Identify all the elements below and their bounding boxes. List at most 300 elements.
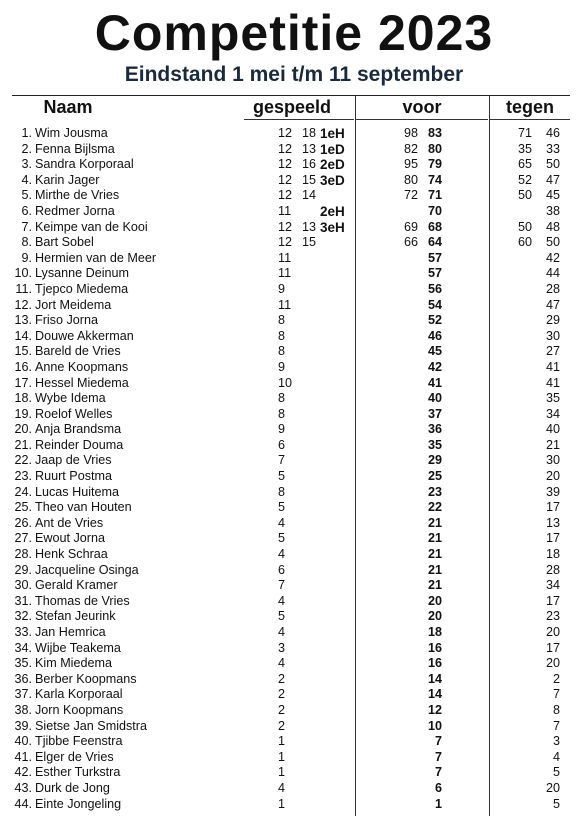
- table-row: [0, 298, 588, 314]
- table-row: [0, 235, 588, 251]
- games-played: 12: [278, 126, 293, 140]
- rank: 34.: [14, 640, 32, 655]
- points-against: 41: [545, 359, 560, 374]
- rank: 8.: [21, 235, 32, 250]
- player-name: Lucas Huitema: [35, 484, 119, 499]
- points-for: 12: [427, 702, 442, 717]
- games-played: 8: [278, 328, 286, 343]
- points-for: 64: [427, 235, 442, 250]
- rank: 32.: [14, 609, 32, 624]
- points-for: 20: [427, 609, 442, 624]
- table-row: [0, 453, 588, 469]
- rank: 14.: [14, 328, 32, 343]
- games-played: 11: [278, 250, 292, 265]
- games-played: 4: [278, 625, 286, 639]
- player-name: Einte Jongeling: [35, 796, 122, 811]
- rank: 39.: [14, 718, 32, 733]
- points-against: 39: [545, 484, 560, 499]
- points-for-total: 82: [404, 141, 419, 156]
- rank: 25.: [14, 500, 32, 515]
- games-played: 4: [278, 593, 286, 608]
- rank: 6.: [21, 203, 32, 218]
- table-row: [0, 329, 588, 345]
- header-underline-voor: [356, 119, 488, 120]
- games-played: 9: [278, 359, 286, 374]
- player-name: Jacqueline Osinga: [35, 562, 139, 577]
- placement-label: 2eD: [320, 157, 345, 173]
- table-row: [0, 609, 588, 625]
- player-name: Friso Jorna: [35, 313, 98, 328]
- games-played: 12: [278, 235, 293, 250]
- player-name: Esther Turkstra: [35, 765, 121, 780]
- points-against: 4: [552, 749, 560, 764]
- points-for: 79: [427, 157, 442, 172]
- points-for: 21: [427, 562, 442, 577]
- games-played: 1: [278, 734, 286, 749]
- games-played: 8: [278, 484, 286, 499]
- table-row: [0, 344, 588, 360]
- table-row: [0, 594, 588, 610]
- player-name: Jan Hemrica: [35, 625, 106, 639]
- points-against: 17: [545, 531, 560, 546]
- games-played-extra: 13: [302, 219, 317, 234]
- points-for: 21: [427, 578, 442, 593]
- table-row: [0, 750, 588, 766]
- rank: 30.: [14, 578, 32, 593]
- games-played: 12: [278, 157, 293, 172]
- games-played: 4: [278, 656, 286, 671]
- player-name: Roelof Welles: [35, 406, 113, 421]
- games-played: 11: [278, 266, 292, 281]
- player-name: Karla Korporaal: [35, 687, 123, 702]
- games-played: 2: [278, 718, 286, 733]
- points-against: 40: [545, 422, 560, 437]
- table-row: [0, 578, 588, 594]
- rank: 36.: [14, 671, 32, 686]
- points-against: 30: [545, 328, 560, 343]
- rank: 13.: [14, 313, 32, 328]
- player-name: Mirthe de Vries: [35, 188, 120, 203]
- header-underline-tegen: [490, 119, 570, 120]
- games-played: 2: [278, 671, 286, 686]
- player-name: Kim Miedema: [35, 656, 112, 671]
- points-against: 50: [545, 157, 560, 172]
- games-played-extra: 13: [302, 141, 317, 156]
- header-underline-gespeeld: [244, 119, 354, 120]
- player-name: Wybe Idema: [35, 391, 106, 406]
- games-played: 11: [278, 203, 292, 218]
- player-name: Lysanne Deinum: [35, 266, 130, 281]
- table-row: [0, 734, 588, 750]
- points-for: 56: [427, 281, 442, 296]
- player-name: Ruurt Postma: [35, 469, 112, 484]
- games-played: 5: [278, 609, 286, 624]
- rank: 9.: [21, 250, 32, 265]
- points-for-total: 66: [404, 235, 419, 250]
- player-name: Elger de Vries: [35, 749, 114, 764]
- points-for: 80: [427, 141, 442, 156]
- points-for: 21: [427, 515, 442, 530]
- games-played: 5: [278, 500, 286, 515]
- standings-table: [0, 126, 588, 812]
- points-against: 47: [545, 172, 560, 187]
- games-played: 4: [278, 780, 286, 795]
- games-played: 12: [278, 188, 293, 203]
- table-row: [0, 687, 588, 703]
- rank: 2.: [21, 141, 32, 156]
- rank: 35.: [14, 656, 32, 671]
- points-against: 2: [552, 671, 560, 686]
- games-played: 10: [278, 375, 293, 390]
- player-name: Ewout Jorna: [35, 531, 106, 546]
- rank: 40.: [14, 734, 32, 749]
- games-played-extra: 15: [302, 172, 317, 187]
- games-played: 8: [278, 344, 286, 359]
- table-row: [0, 282, 588, 298]
- rank: 29.: [14, 562, 32, 577]
- player-name: Anne Koopmans: [35, 359, 129, 374]
- points-against: 20: [545, 656, 560, 671]
- rank: 37.: [14, 687, 32, 702]
- player-name: Bart Sobel: [35, 235, 94, 250]
- rank: 12.: [14, 297, 32, 312]
- header-gespeeld: gespeeld: [252, 97, 332, 117]
- points-against-total: 35: [518, 141, 533, 156]
- table-row: [0, 531, 588, 547]
- points-against: 17: [545, 640, 560, 655]
- points-against-total: 65: [518, 157, 533, 172]
- points-for: 35: [427, 437, 442, 452]
- points-against: 38: [545, 203, 560, 218]
- player-name: Wim Jousma: [35, 126, 108, 140]
- points-for: 52: [427, 313, 442, 328]
- points-against: 20: [545, 780, 560, 795]
- points-against: 41: [545, 375, 560, 390]
- player-name: Fenna Bijlsma: [35, 141, 115, 156]
- points-against: 17: [545, 593, 560, 608]
- rank: 15.: [14, 344, 32, 359]
- games-played-extra: 16: [302, 157, 317, 172]
- points-against: 30: [545, 453, 560, 468]
- points-against: 28: [545, 281, 560, 296]
- points-for: 54: [427, 297, 442, 312]
- games-played: 2: [278, 687, 286, 702]
- games-played: 4: [278, 547, 286, 562]
- player-name: Tjepco Miedema: [35, 281, 129, 296]
- table-row: [0, 220, 588, 236]
- player-name: Jorn Koopmans: [35, 702, 124, 717]
- games-played: 8: [278, 406, 286, 421]
- points-for: 29: [427, 453, 442, 468]
- points-for: 71: [427, 188, 442, 203]
- table-row: [0, 266, 588, 282]
- points-against: 33: [545, 141, 560, 156]
- rank: 43.: [14, 780, 32, 795]
- points-against: 21: [545, 437, 560, 452]
- placement-label: 1eD: [320, 141, 345, 157]
- games-played: 12: [278, 141, 293, 156]
- points-against: 8: [552, 702, 560, 717]
- rank: 23.: [14, 469, 32, 484]
- points-for: 21: [427, 531, 442, 546]
- table-row: [0, 516, 588, 532]
- table-row: [0, 157, 588, 173]
- points-against: 44: [545, 266, 560, 281]
- placement-label: 3eH: [320, 219, 345, 235]
- games-played: 1: [278, 796, 286, 811]
- points-for: 57: [427, 266, 442, 281]
- table-row: [0, 625, 588, 641]
- placement-label: 1eH: [320, 126, 345, 141]
- points-for-total: 98: [404, 126, 419, 140]
- page-title: Competitie 2023: [94, 5, 494, 61]
- rank: 3.: [21, 157, 32, 172]
- table-row: [0, 563, 588, 579]
- points-against: 23: [545, 609, 560, 624]
- placement-label: 3eD: [320, 172, 345, 188]
- points-against-total: 71: [518, 126, 533, 140]
- points-for: 7: [434, 749, 442, 764]
- player-name: Berber Koopmans: [35, 671, 137, 686]
- rank: 28.: [14, 547, 32, 562]
- player-name: Tjibbe Feenstra: [35, 734, 123, 749]
- player-name: Sietse Jan Smidstra: [35, 718, 147, 733]
- table-row: [0, 765, 588, 781]
- points-against: 13: [545, 515, 560, 530]
- table-row: [0, 719, 588, 735]
- points-against: 35: [545, 391, 560, 406]
- player-name: Bareld de Vries: [35, 344, 121, 359]
- points-for: 70: [427, 203, 442, 218]
- points-for: 45: [427, 344, 442, 359]
- player-name: Thomas de Vries: [35, 593, 130, 608]
- points-against: 34: [545, 406, 560, 421]
- points-against: 29: [545, 313, 560, 328]
- points-for: 14: [427, 671, 442, 686]
- games-played: 6: [278, 437, 286, 452]
- games-played: 3: [278, 640, 286, 655]
- rank: 5.: [21, 188, 32, 203]
- player-name: Wijbe Teakema: [35, 640, 121, 655]
- points-against: 48: [545, 219, 560, 234]
- points-against: 47: [545, 297, 560, 312]
- points-for: 16: [427, 656, 442, 671]
- points-against-total: 50: [518, 219, 533, 234]
- points-for: 23: [427, 484, 442, 499]
- table-row: [0, 313, 588, 329]
- player-name: Hessel Miedema: [35, 375, 129, 390]
- player-name: Redmer Jorna: [35, 203, 115, 218]
- table-row: [0, 656, 588, 672]
- games-played: 1: [278, 749, 286, 764]
- table-row: [0, 485, 588, 501]
- points-against-total: 60: [518, 235, 533, 250]
- rank: 11.: [15, 281, 32, 296]
- page-subtitle: Eindstand 1 mei t/m 11 september: [124, 63, 464, 86]
- points-against: 7: [552, 718, 560, 733]
- table-row: [0, 407, 588, 423]
- player-name: Ant de Vries: [35, 515, 104, 530]
- games-played: 12: [278, 172, 293, 187]
- points-for: 68: [427, 219, 442, 234]
- rank: 41.: [14, 749, 32, 764]
- table-row: [0, 469, 588, 485]
- player-name: Henk Schraa: [35, 547, 108, 562]
- player-name: Sandra Korporaal: [35, 157, 134, 172]
- table-row: [0, 376, 588, 392]
- table-row: [0, 422, 588, 438]
- table-row: [0, 438, 588, 454]
- games-played: 5: [278, 531, 286, 546]
- points-for: 41: [427, 375, 442, 390]
- games-played: 7: [278, 453, 286, 468]
- placement-label: 2eH: [320, 203, 345, 219]
- games-played-extra: 15: [302, 235, 317, 250]
- points-against: 42: [545, 250, 560, 265]
- player-name: Jort Meidema: [35, 297, 112, 312]
- points-for: 21: [427, 547, 442, 562]
- points-for-total: 69: [404, 219, 419, 234]
- points-for: 83: [427, 126, 442, 140]
- points-for-total: 95: [404, 157, 419, 172]
- points-against: 7: [552, 687, 560, 702]
- header-tegen: tegen: [505, 97, 554, 117]
- rank: 27.: [14, 531, 32, 546]
- points-for: 10: [427, 718, 442, 733]
- table-row: [0, 500, 588, 516]
- table-row: [0, 173, 588, 189]
- player-name: Stefan Jeurink: [35, 609, 116, 624]
- player-name: Keimpe van de Kooi: [35, 219, 148, 234]
- rank: 38.: [14, 702, 32, 717]
- rank: 4.: [21, 172, 32, 187]
- rank: 21.: [14, 437, 32, 452]
- player-name: Karin Jager: [35, 172, 100, 187]
- player-name: Douwe Akkerman: [35, 328, 134, 343]
- player-name: Hermien van de Meer: [35, 250, 157, 265]
- table-row: [0, 142, 588, 158]
- points-for: 46: [427, 328, 442, 343]
- points-against: 46: [545, 126, 560, 140]
- points-for: 37: [427, 406, 442, 421]
- table-row: [0, 251, 588, 267]
- points-against: 5: [552, 765, 560, 780]
- table-row: [0, 797, 588, 813]
- rank: 7.: [21, 219, 32, 234]
- table-row: [0, 672, 588, 688]
- points-against: 17: [545, 500, 560, 515]
- points-against: 45: [545, 188, 560, 203]
- points-against: 20: [545, 469, 560, 484]
- points-for: 18: [427, 625, 442, 639]
- games-played: 8: [278, 391, 286, 406]
- player-name: Jaap de Vries: [35, 453, 112, 468]
- points-against-total: 50: [518, 188, 533, 203]
- points-for: 25: [427, 469, 442, 484]
- rank: 44.: [14, 796, 32, 811]
- games-played: 6: [278, 562, 286, 577]
- rank: 19.: [14, 406, 32, 421]
- points-against: 27: [545, 344, 560, 359]
- player-name: Reinder Douma: [35, 437, 124, 452]
- games-played: 4: [278, 515, 286, 530]
- table-row: [0, 188, 588, 204]
- points-against: 20: [545, 625, 560, 639]
- rank: 24.: [14, 484, 32, 499]
- games-played: 5: [278, 469, 286, 484]
- points-for: 16: [427, 640, 442, 655]
- player-name: Anja Brandsma: [35, 422, 122, 437]
- points-for: 36: [427, 422, 442, 437]
- points-against-total: 52: [518, 172, 533, 187]
- rank: 17.: [14, 375, 32, 390]
- points-against: 34: [545, 578, 560, 593]
- games-played: 2: [278, 702, 286, 717]
- rank: 42.: [14, 765, 32, 780]
- points-against: 50: [545, 235, 560, 250]
- header-voor: voor: [402, 97, 442, 117]
- games-played: 11: [278, 297, 292, 312]
- games-played: 9: [278, 281, 286, 296]
- rank: 26.: [14, 515, 32, 530]
- table-row: [0, 703, 588, 719]
- rank: 10.: [14, 266, 32, 281]
- points-against: 3: [552, 734, 560, 749]
- rank: 20.: [14, 422, 32, 437]
- player-name: Theo van Houten: [35, 500, 132, 515]
- table-row: [0, 781, 588, 797]
- points-for: 42: [427, 359, 442, 374]
- rank: 1.: [21, 126, 32, 140]
- points-for: 20: [427, 593, 442, 608]
- points-for: 1: [434, 796, 442, 811]
- points-for: 74: [427, 172, 442, 187]
- player-name: Durk de Jong: [35, 780, 110, 795]
- rank: 31.: [14, 593, 32, 608]
- table-row: [0, 360, 588, 376]
- games-played-extra: 18: [302, 126, 317, 140]
- points-against: 5: [552, 796, 560, 811]
- rank: 33.: [14, 625, 32, 639]
- points-for: 57: [427, 250, 442, 265]
- table-row: [0, 391, 588, 407]
- points-for: 7: [434, 765, 442, 780]
- points-for: 6: [434, 780, 442, 795]
- games-played: 8: [278, 313, 286, 328]
- points-for: 22: [427, 500, 442, 515]
- points-against: 28: [545, 562, 560, 577]
- points-against: 18: [545, 547, 560, 562]
- header-naam: Naam: [43, 97, 93, 117]
- table-row: [0, 204, 588, 220]
- table-row: [0, 641, 588, 657]
- table-row: [0, 547, 588, 563]
- player-name: Gerald Kramer: [35, 578, 118, 593]
- games-played: 7: [278, 578, 286, 593]
- rank: 22.: [14, 453, 32, 468]
- table-row: [0, 126, 588, 142]
- points-for: 40: [427, 391, 442, 406]
- rank: 16.: [14, 359, 32, 374]
- games-played: 12: [278, 219, 293, 234]
- points-for-total: 72: [404, 188, 419, 203]
- points-for-total: 80: [404, 172, 419, 187]
- points-for: 14: [427, 687, 442, 702]
- games-played: 1: [278, 765, 286, 780]
- games-played-extra: 14: [302, 188, 317, 203]
- rank: 18.: [14, 391, 32, 406]
- games-played: 9: [278, 422, 286, 437]
